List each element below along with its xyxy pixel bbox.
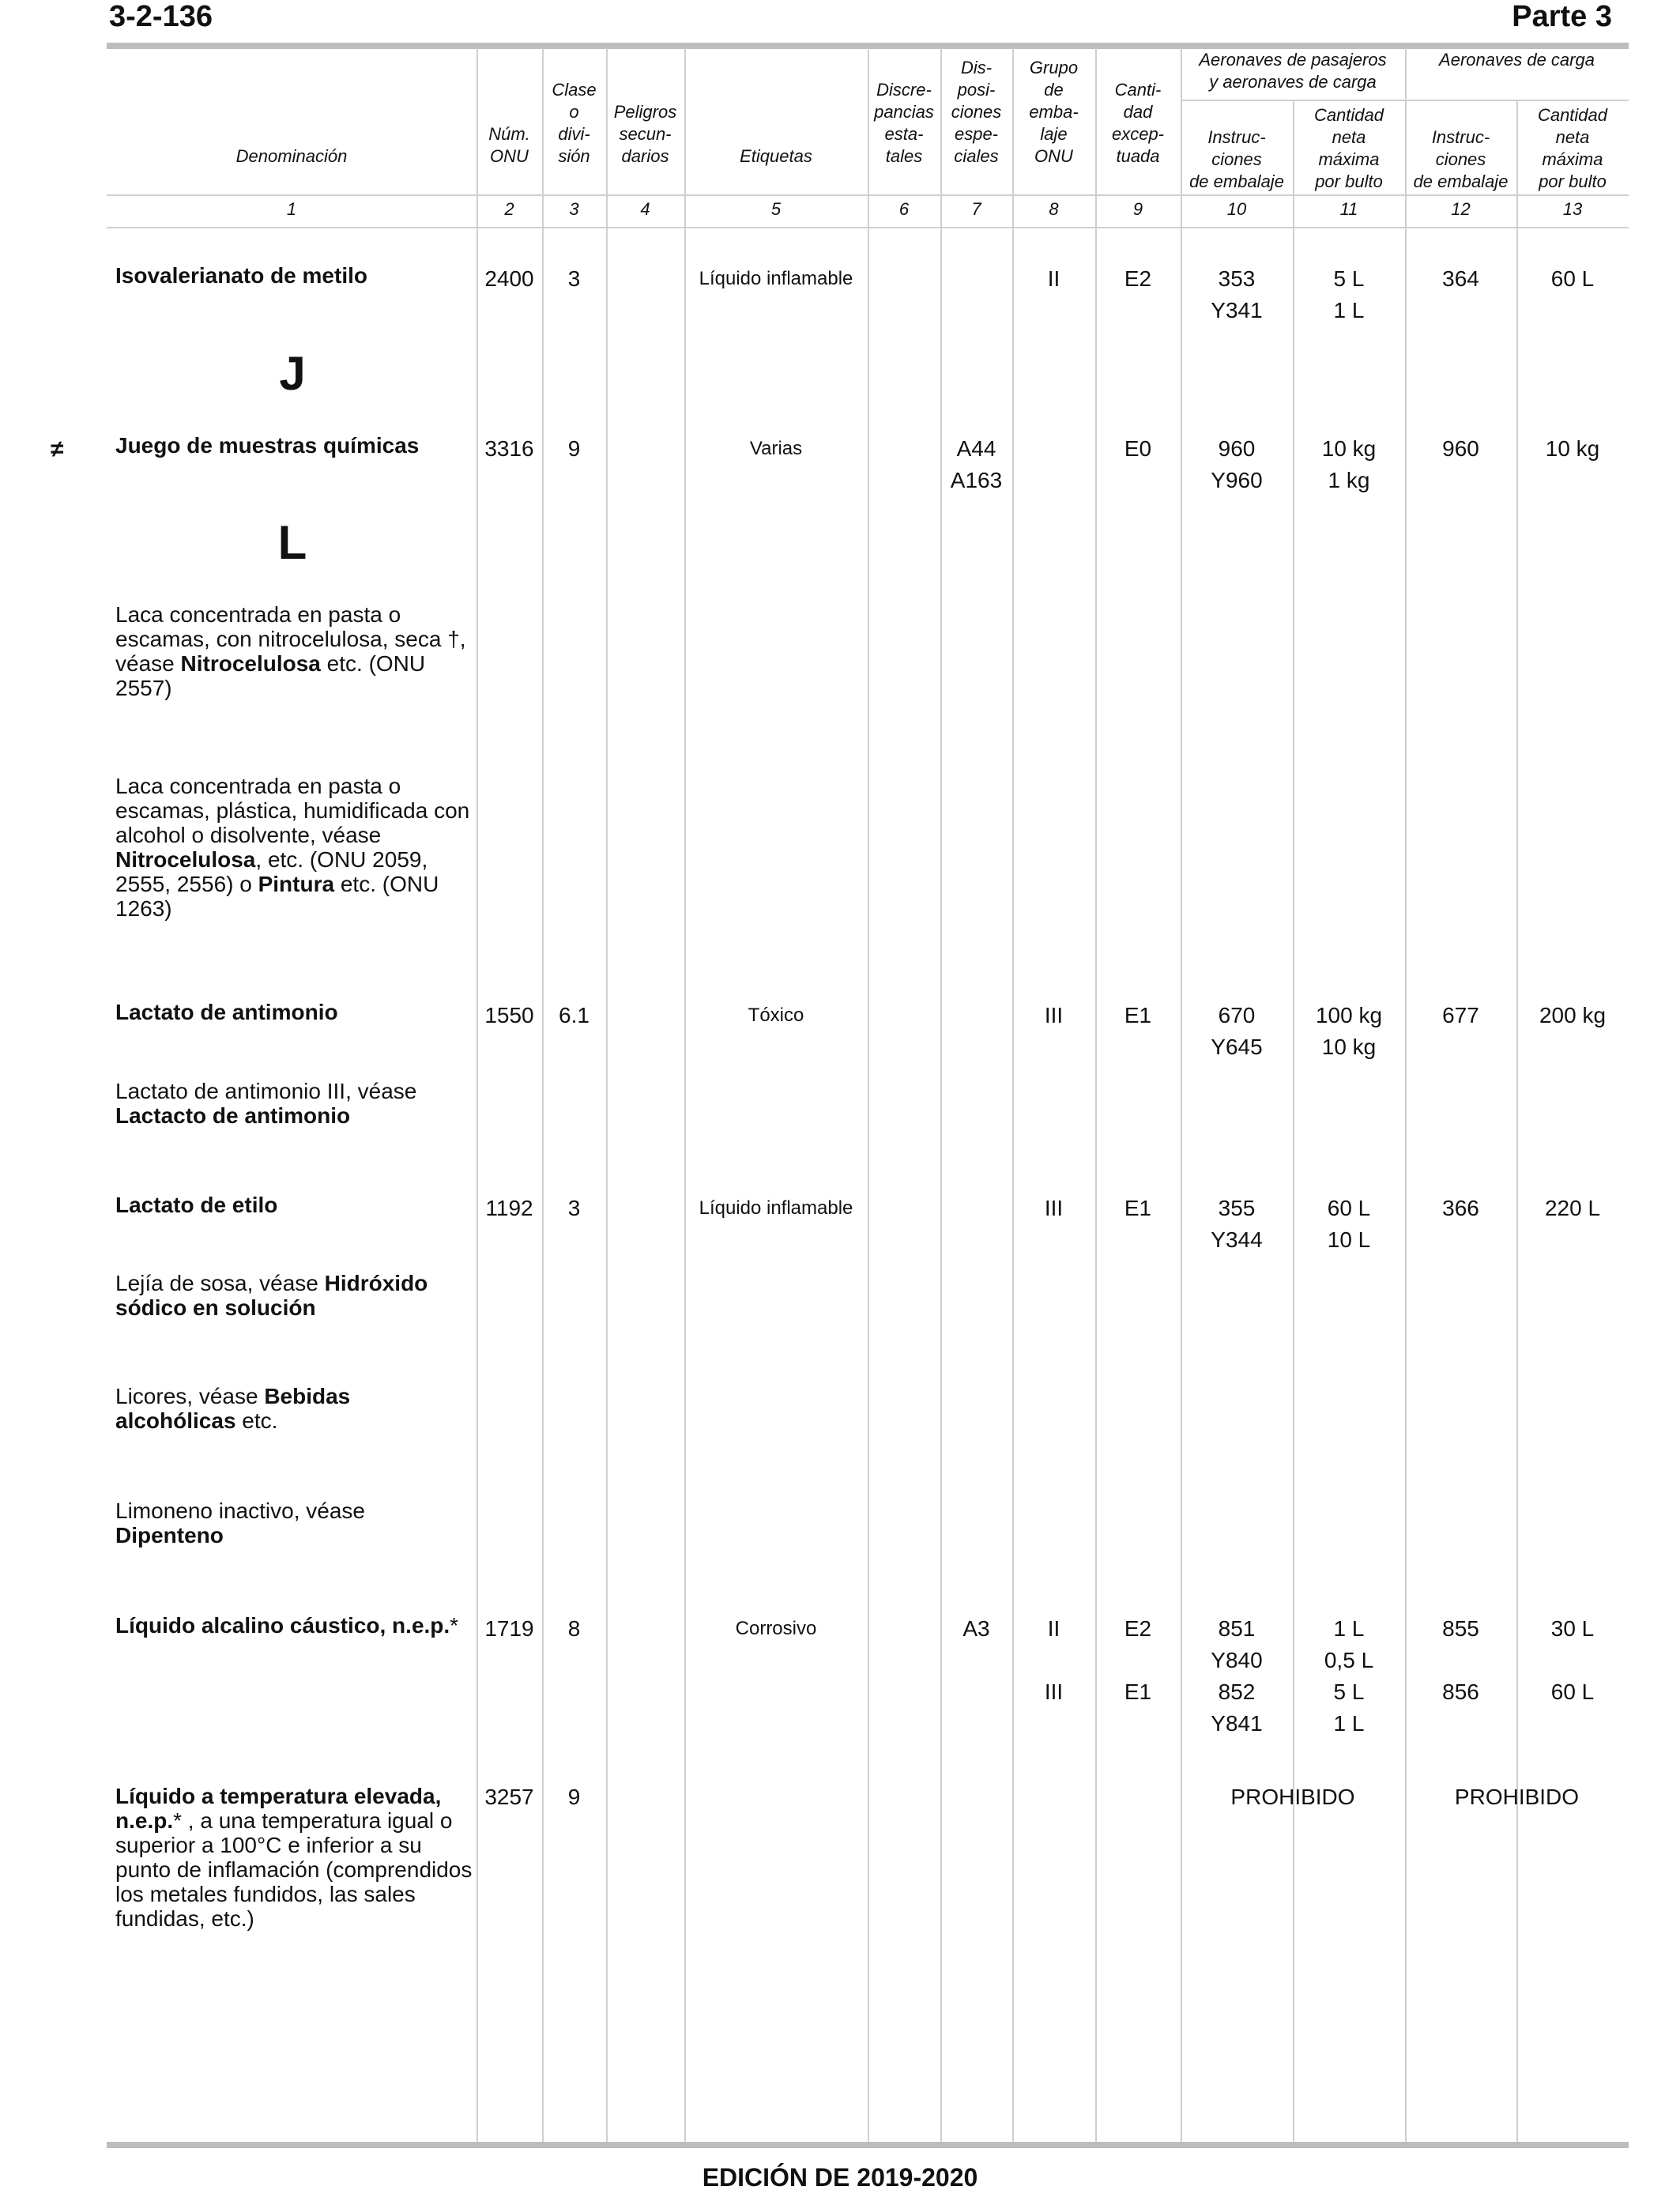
list-item: Lactato de antimonio III, véase Lactacto de antimonio: [115, 1079, 417, 1128]
section-letter-j: J: [279, 347, 306, 400]
col-header-instrucciones-pax: Instruc- ciones de embalaje: [1189, 127, 1284, 191]
col-header-denominacion: Denominación: [235, 146, 348, 166]
col-header-instrucciones-carga: Instruc- ciones de embalaje: [1413, 127, 1509, 191]
list-item: Licores, véase Bebidas alcohólicas etc.: [115, 1384, 351, 1433]
col-group-carga: Aeronaves de carga: [1439, 50, 1595, 70]
col-header-cantidad-carga: Cantidad neta máxima por bulto: [1537, 105, 1608, 191]
change-mark: ≠: [51, 436, 64, 462]
col-header-clase: Clase o divi- sión: [552, 80, 597, 166]
col-header-etiquetas: Etiquetas: [740, 146, 812, 166]
col-header-cantidad-pax: Cantidad neta máxima por bulto: [1313, 105, 1384, 191]
page-id: 3-2-136: [109, 0, 213, 33]
list-item: Laca concentrada en pasta o escamas, con nitrocelulosa, seca †, véase Nitrocelulosa etc. (ONU 2557): [115, 602, 466, 700]
list-item: Limoneno inactivo, véase Dipenteno: [115, 1498, 365, 1547]
col-group-pasajeros: Aeronaves de pasajeros y aeronaves de carga: [1199, 50, 1387, 92]
section-letter-l: L: [277, 516, 307, 569]
part-label: Parte 3: [1512, 0, 1612, 33]
col-header-disposiciones: Dis- posi- ciones espe- ciales: [951, 58, 1002, 166]
list-item: Lejía de sosa, véase Hidróxido sódico en solución: [115, 1271, 428, 1320]
col-header-discrepancias: Discre- pancias esta- tales: [874, 80, 934, 166]
edition-footer: EDICIÓN DE 2019-2020: [702, 2163, 978, 2192]
col-header-num-onu: Núm. ONU: [488, 124, 530, 166]
bottom-rule: [107, 2142, 1629, 2148]
col-header-cantidad-exceptuada: Canti- dad excep- tuada: [1111, 80, 1165, 166]
list-item: Laca concentrada en pasta o escamas, plástica, humidificada con alcohol o disolvente, véase Nitrocelulosa, etc. (ONU 2059, 2555, 2556) o Pintura etc. (ONU 1263): [115, 774, 470, 921]
col-header-grupo-embalaje: Grupo de emba- laje ONU: [1029, 58, 1079, 166]
col-header-peligros: Peligros secun- darios: [613, 102, 677, 166]
